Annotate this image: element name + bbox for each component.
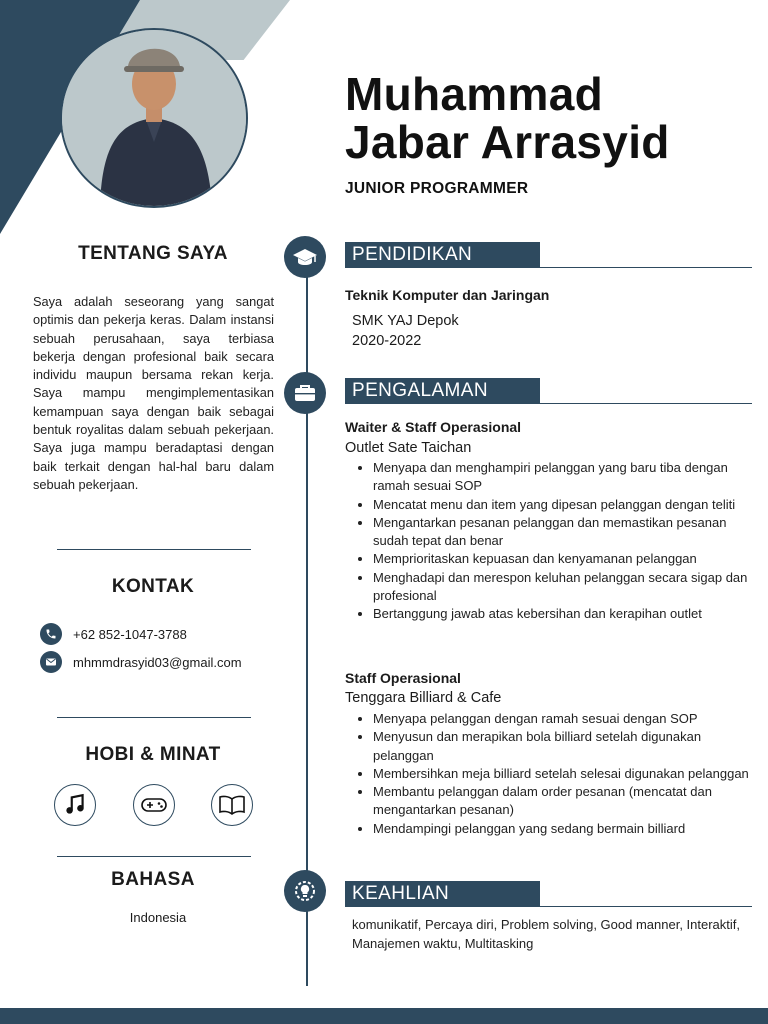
skills-text: komunikatif, Percaya diri, Problem solving, Good manner, Interaktif, Manajemen waktu, Multitasking (352, 917, 741, 951)
contact-phone[interactable]: +62 852-1047-3788 (73, 626, 187, 642)
job-company: Outlet Sate Taichan (345, 440, 472, 456)
list-item: • Mencatat menu dan item yang dipesan pelanggan dengan teliti (373, 496, 753, 514)
experience-heading: PENGALAMAN (345, 378, 540, 403)
section-underline (345, 403, 752, 404)
person-avatar-icon (62, 30, 246, 206)
language-item: Indonesia (129, 910, 187, 925)
job-title: Staff Operasional (345, 670, 461, 686)
list-item: • Menghadapi dan merespon keluhan pelanggan secara sigap dan profesional (373, 569, 753, 606)
divider (57, 549, 251, 550)
section-underline (345, 906, 752, 907)
job-title: Waiter & Staff Operasional (345, 419, 522, 435)
mail-icon (40, 651, 62, 673)
language-heading: BAHASA (111, 869, 195, 890)
list-item: • Menyapa dan menghampiri pelanggan yang baru tiba dengan ramah sesuai SOP (373, 459, 753, 496)
job-role: JUNIOR PROGRAMMER (345, 180, 529, 197)
list-item: • Bertanggung jawab atas kebersihan dan kerapihan outlet (373, 605, 753, 623)
education-school: SMK YAJ Depok (352, 313, 459, 329)
list-item: • Membantu pelanggan dalam order pesanan (mencatat dan mengantarkan pesanan) (373, 783, 753, 820)
list-item: • Menyusun dan merapikan bola billiard setelah digunakan pelanggan (373, 728, 753, 765)
education-major: Teknik Komputer dan Jaringan (345, 287, 550, 303)
job-duties-list (355, 459, 753, 624)
phone-icon (40, 623, 62, 645)
job-company: Tenggara Billiard & Cafe (345, 690, 502, 706)
contact-heading: KONTAK (111, 576, 195, 597)
music-note-icon (54, 784, 96, 826)
full-name (345, 70, 670, 166)
lightbulb-gear-icon (284, 870, 326, 912)
section-underline (345, 267, 752, 268)
list-item: • Memprioritaskan kepuasan dan kenyamanan pelanggan (373, 550, 753, 568)
list-item: • Mendampingi pelanggan yang sedang bermain billiard (373, 820, 753, 838)
divider (57, 856, 251, 857)
name-line-2: Jabar Arrasyid (345, 116, 670, 168)
list-item: • Menyapa pelanggan dengan ramah sesuai dengan SOP (373, 710, 753, 728)
list-item: • Mengantarkan pesanan pelanggan dan memastikan pesanan sudah tepat dan benar (373, 514, 753, 551)
about-text: Saya adalah seseorang yang sangat optimis dan pekerja keras. Dalam instansi sebuah perusahaan, saya terbiasa bekerja dengan profesional baik secara individu maupun bersama rekan kerja. Saya mampu mengimplementasikan kemampuan saya dengan baik sebagai bentuk royalitas dalam sebuah pekerjaan. Saya juga mampu beradaptasi dengan baik terkait dengan hal-hal baru dalam sebuah pekerjaan. (33, 294, 274, 492)
gamepad-icon (133, 784, 175, 826)
footer-bar (0, 1008, 768, 1024)
divider (57, 717, 251, 718)
name-line-1: Muhammad (345, 68, 603, 120)
about-heading: TENTANG SAYA (78, 243, 228, 264)
contact-email[interactable]: mhmmdrasyid03@gmail.com (73, 654, 242, 670)
list-item: • Membersihkan meja billiard setelah selesai digunakan pelanggan (373, 765, 753, 783)
skills-heading: KEAHLIAN (345, 881, 540, 906)
contact-email-row (40, 651, 242, 673)
contact-phone-row (40, 623, 187, 645)
hobbies-heading: HOBI & MINAT (85, 744, 221, 765)
graduation-cap-icon (284, 236, 326, 278)
job-duties-list (355, 710, 753, 838)
profile-photo (60, 28, 248, 208)
education-heading: PENDIDIKAN (345, 242, 540, 267)
book-icon (211, 784, 253, 826)
briefcase-icon (284, 372, 326, 414)
education-years: 2020-2022 (352, 333, 422, 349)
